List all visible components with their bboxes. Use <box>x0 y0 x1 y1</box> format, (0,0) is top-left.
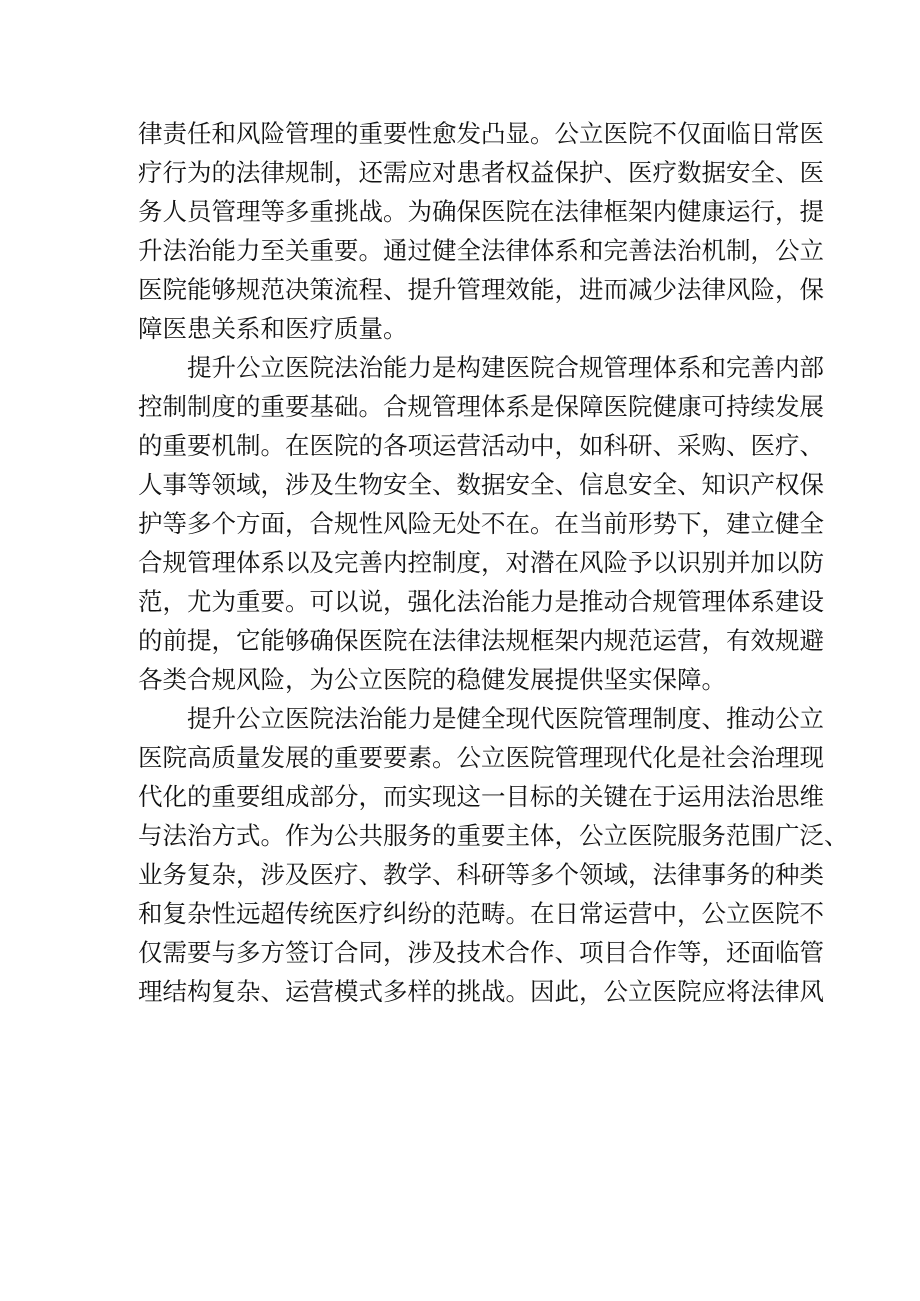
paragraph-line: 疗行为的法律规制，还需应对患者权益保护、医疗数据安全、医 <box>138 158 824 187</box>
paragraph-line: 医院能够规范决策流程、提升管理效能，进而减少法律风险，保 <box>138 275 824 304</box>
paragraph-line: 医院高质量发展的重要要素。公立医院管理现代化是社会治理现 <box>138 743 824 772</box>
paragraph-line: 提升公立医院法治能力是健全现代医院管理制度、推动公立 <box>187 704 824 733</box>
paragraph-line: 仅需要与多方签订合同，涉及技术合作、项目合作等，还面临管 <box>138 938 824 967</box>
paragraph-3 <box>138 699 849 1011</box>
paragraph-line: 与法治方式。作为公共服务的重要主体，公立医院服务范围广泛、 <box>138 821 849 850</box>
paragraph-line: 范，尤为重要。可以说，强化法治能力是推动合规管理体系建设 <box>138 587 824 616</box>
paragraph-line: 升法治能力至关重要。通过健全法律体系和完善法治机制，公立 <box>138 236 824 265</box>
paragraph-2 <box>138 348 824 699</box>
paragraph-line: 律责任和风险管理的重要性愈发凸显。公立医院不仅面临日常医 <box>138 119 824 148</box>
paragraph-line: 代化的重要组成部分，而实现这一目标的关键在于运用法治思维 <box>138 782 824 811</box>
paragraph-line: 理结构复杂、运营模式多样的挑战。因此，公立医院应将法律风 <box>138 977 824 1006</box>
paragraph-line: 障医患关系和医疗质量。 <box>138 314 408 343</box>
paragraph-line: 人事等领域，涉及生物安全、数据安全、信息安全、知识产权保 <box>138 470 824 499</box>
paragraph-line: 护等多个方面，合规性风险无处不在。在当前形势下，建立健全 <box>138 509 824 538</box>
paragraph-line: 务人员管理等多重挑战。为确保医院在法律框架内健康运行，提 <box>138 197 824 226</box>
paragraph-line: 合规管理体系以及完善内控制度，对潜在风险予以识别并加以防 <box>138 548 824 577</box>
body-text <box>138 114 849 1011</box>
paragraph-line: 的前提，它能够确保医院在法律法规框架内规范运营，有效规避 <box>138 626 824 655</box>
paragraph-line: 和复杂性远超传统医疗纠纷的范畴。在日常运营中，公立医院不 <box>138 899 824 928</box>
paragraph-line: 控制制度的重要基础。合规管理体系是保障医院健康可持续发展 <box>138 392 824 421</box>
paragraph-line: 业务复杂，涉及医疗、教学、科研等多个领域，法律事务的种类 <box>138 860 824 889</box>
paragraph-line: 的重要机制。在医院的各项运营活动中，如科研、采购、医疗、 <box>138 431 824 460</box>
paragraph-line: 各类合规风险，为公立医院的稳健发展提供坚实保障。 <box>138 665 726 694</box>
paragraph-line: 提升公立医院法治能力是构建医院合规管理体系和完善内部 <box>187 353 824 382</box>
paragraph-1 <box>138 114 824 348</box>
